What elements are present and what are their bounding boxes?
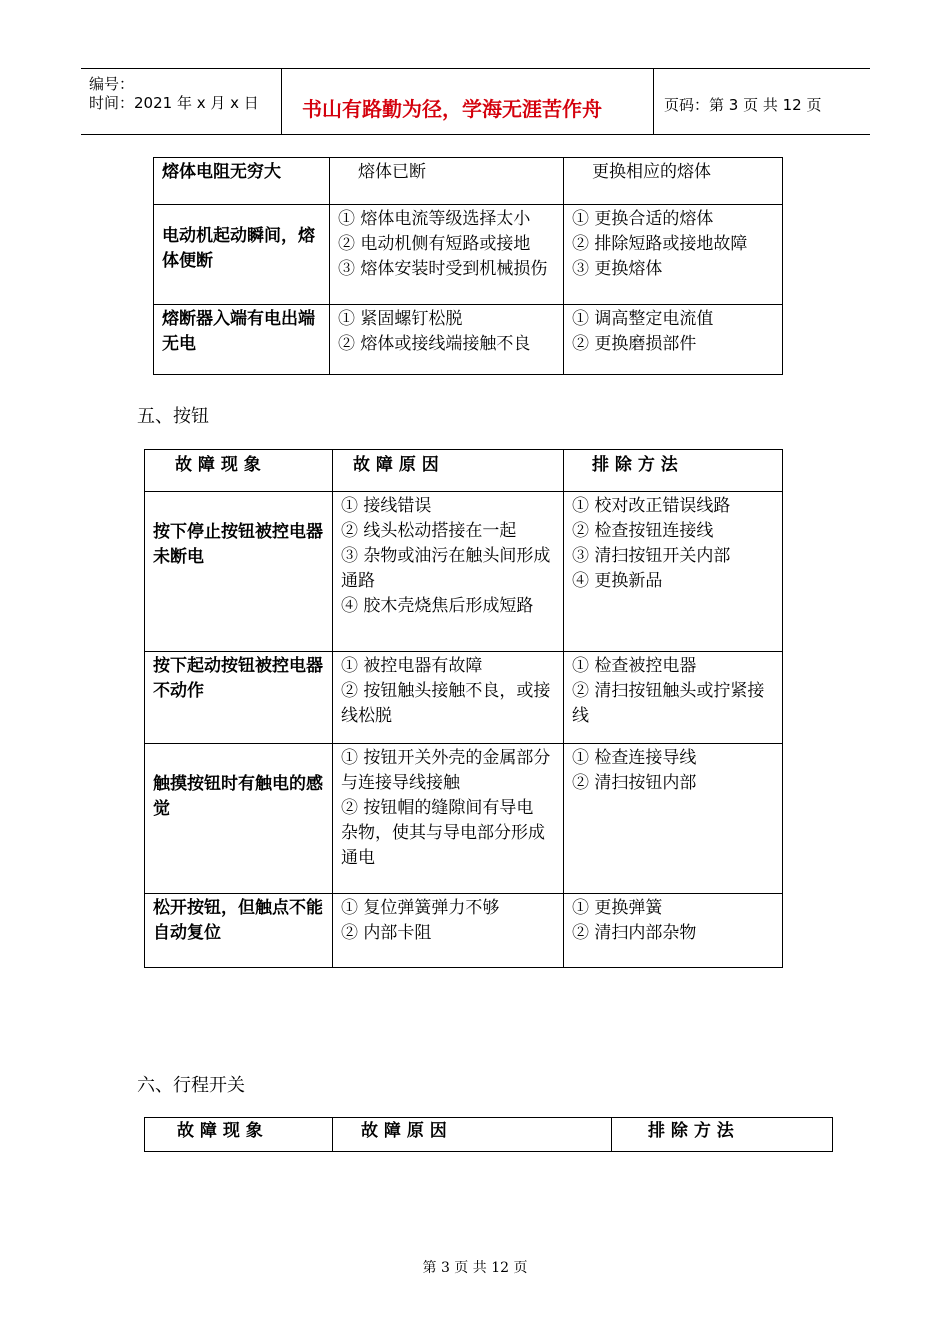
table-row: [145, 492, 783, 652]
header-meta: [81, 69, 282, 134]
page-footer: 第 3 页 共 12 页: [422, 1260, 528, 1276]
table-row: [154, 158, 783, 205]
phenomenon-cell: 按下停止按钮被控电器未断电: [145, 492, 333, 652]
phenomenon-cell: 触摸按钮时有触电的感觉: [145, 744, 333, 894]
button-fault-table: [144, 449, 783, 968]
phenomenon-cell: 熔体电阻无穷大: [154, 158, 330, 205]
section-heading-buttons: 五、按钮: [137, 406, 209, 427]
table-row: [145, 652, 783, 744]
fuse-fault-table: [153, 157, 783, 375]
header-motto: [282, 69, 654, 134]
method-cell: ① 更换合适的熔体 ② 排除短路或接地故障 ③ 更换熔体: [564, 205, 783, 305]
cause-cell: ① 紧固螺钉松脱 ② 熔体或接线端接触不良: [330, 305, 564, 375]
phenomenon-cell: 松开按钮，但触点不能自动复位: [145, 894, 333, 968]
column-header: 故 障 原 因: [333, 1118, 612, 1152]
table-row: [145, 744, 783, 894]
column-header: 故 障 原 因: [333, 450, 564, 492]
cause-cell: ① 复位弹簧弹力不够 ② 内部卡阻: [333, 894, 564, 968]
phenomenon-cell: 电动机起动瞬间，熔体便断: [154, 205, 330, 305]
column-header: 排 除 方 法: [612, 1118, 833, 1152]
code-label: 编号：: [89, 75, 135, 93]
table-row: [154, 205, 783, 305]
table-header-row: [145, 450, 783, 492]
page-header: [81, 68, 870, 135]
phenomenon-cell: 按下起动按钮被控电器不动作: [145, 652, 333, 744]
cause-cell: ① 熔体电流等级选择太小 ② 电动机侧有短路或接地 ③ 熔体安装时受到机械损伤: [330, 205, 564, 305]
column-header: 排 除 方 法: [564, 450, 783, 492]
table-row: [145, 894, 783, 968]
method-cell: ① 检查连接导线 ② 清扫按钮内部: [564, 744, 783, 894]
method-cell: ① 更换弹簧 ② 清扫内部杂物: [564, 894, 783, 968]
header-page-info: [654, 69, 870, 134]
cause-cell: ① 接线错误 ② 线头松动搭接在一起 ③ 杂物或油污在触头间形成通路 ④ 胶木壳烧焦后形成短路: [333, 492, 564, 652]
travel-switch-table: [144, 1117, 833, 1152]
column-header: 故 障 现 象: [145, 1118, 333, 1152]
motto-text: 书山有路勤为径，学海无涯苦作舟: [302, 97, 602, 121]
section-heading-travel-switch: 六、行程开关: [137, 1075, 245, 1096]
method-cell: ① 调高整定电流值 ② 更换磨损部件: [564, 305, 783, 375]
table-header-row: [145, 1118, 833, 1152]
page-info-text: 页码：第 3 页 共 12 页: [664, 96, 822, 114]
date-label: 时间：2021 年 x 月 x 日: [89, 94, 259, 112]
method-cell: ① 检查被控电器 ② 清扫按钮触头或拧紧接线: [564, 652, 783, 744]
cause-cell: ① 被控电器有故障 ② 按钮触头接触不良，或接线松脱: [333, 652, 564, 744]
phenomenon-cell: 熔断器入端有电出端无电: [154, 305, 330, 375]
cause-cell: 熔体已断: [330, 158, 564, 205]
method-cell: 更换相应的熔体: [564, 158, 783, 205]
method-cell: ① 校对改正错误线路 ② 检查按钮连接线 ③ 清扫按钮开关内部 ④ 更换新品: [564, 492, 783, 652]
column-header: 故 障 现 象: [145, 450, 333, 492]
cause-cell: ① 按钮开关外壳的金属部分与连接导线接触 ② 按钮帽的缝隙间有导电 杂物，使其与导电部分形成通电: [333, 744, 564, 894]
table-row: [154, 305, 783, 375]
